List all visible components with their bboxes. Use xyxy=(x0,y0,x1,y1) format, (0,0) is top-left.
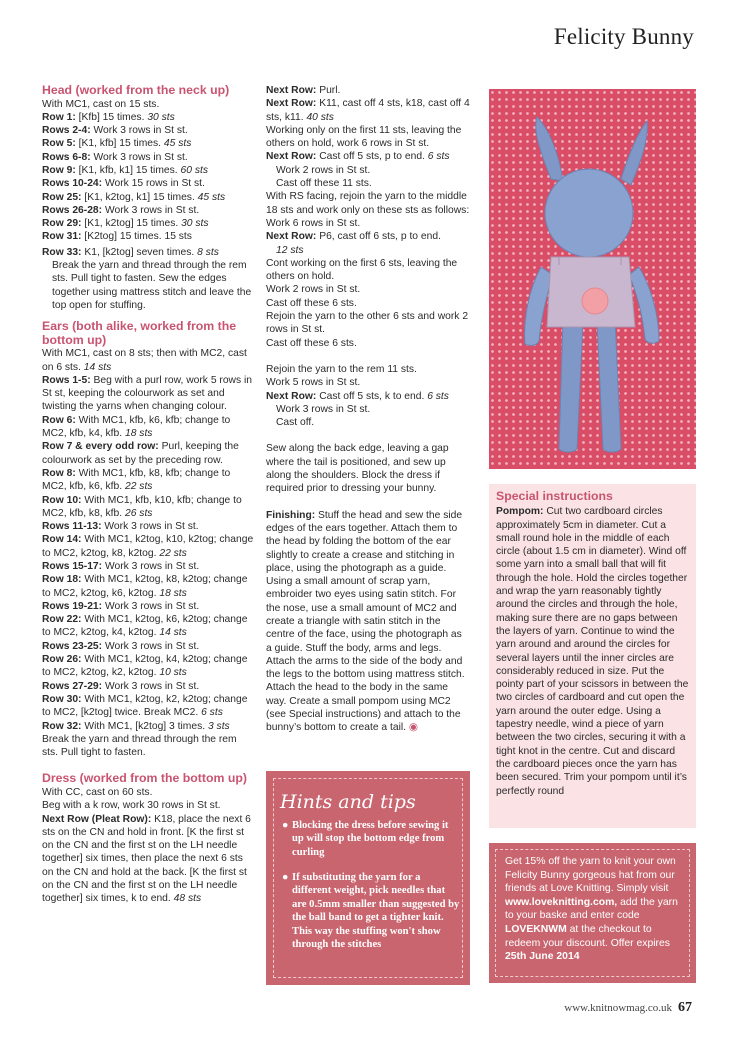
ears-pattern-line: Row 7 & every odd row: Purl, keeping the colourwork as set by the preceding row. xyxy=(42,441,239,466)
discount-code: LOVEKNWM xyxy=(505,923,567,935)
rejoin-11-text: Rejoin the yarn to the rem 11 sts. xyxy=(266,363,417,375)
next-row-4-count: 12 sts xyxy=(276,244,304,256)
finishing-text: Finishing: Stuff the head and sew the side edges of the ears together. Attach them to the head by folding the bottom of the ear slightly to create a crease and stitching in place, using the photograph as a guide. Using a small amount of scrap yarn, embroider two eyes using satin stitch. For the nose, use a small amount of MC2 and create a triangle with satin stitch in the centre of the face, using the photograph as a guide. Stuff the body, arms and legs. Attach the arms to the side of the body and the legs to the bottom using mattress stitch. Attach the head to the body in the same way. Create a small pompom using MC2 (see Special instructions) and attach to the bunny’s bottom to create a tail. ◉ xyxy=(266,509,465,734)
rs-facing-text: With RS facing, rejoin the yarn to the middle 18 sts and work only on these sts as follows: xyxy=(266,191,470,216)
head-pattern-line: Row 9: [K1, kfb, k1] 15 times. 60 sts xyxy=(42,164,208,176)
sew-text: Sew along the back edge, leaving a gap where the tail is positioned, and sew up along the shoulders. Block the dress if required prior to dressing your bunny. xyxy=(266,443,449,495)
ears-pattern-line: Row 22: With MC1, k2tog, k6, k2tog; change to MC2, k2tog, k4, k2tog. 14 sts xyxy=(42,614,248,639)
head-pattern-line: Row 29: [K1, k2tog] 15 times. 30 sts xyxy=(42,218,209,230)
ears-pattern-line: Row 10: With MC1, kfb, k10, kfb; change to MC2, kfb, k8, kfb. 26 sts xyxy=(42,494,242,519)
ears-pattern-line: Row 14: With MC1, k2tog, k10, k2tog; change to MC2, k2tog, k8, k2tog. 22 sts xyxy=(42,534,254,559)
working-text: Working only on the first 11 sts, leaving the others on hold, work 6 rows in St st. xyxy=(266,124,462,150)
head-pattern-line: Rows 6-8: Work 3 rows in St st. xyxy=(42,151,188,163)
cast-off-6-b: Cast off these 6 sts. xyxy=(266,337,357,349)
next-row-5: Next Row: Cast off 5 sts, k to end. 6 sts xyxy=(266,390,449,402)
next-row-3: Next Row: Cast off 5 sts, p to end. 6 sts xyxy=(266,151,450,163)
ears-pattern-line: Rows 15-17: Work 3 rows in St st. xyxy=(42,561,200,572)
bullet-icon: ● xyxy=(282,872,289,883)
cast-off-row: Next Row: K11, cast off 4 sts, k18, cast off 4 sts, k11. 40 sts xyxy=(266,98,470,123)
hints-title: Hints and tips xyxy=(280,791,416,813)
head xyxy=(545,169,633,257)
ears-pattern xyxy=(42,374,254,733)
offer-text: Get 15% off the yarn to knit your own Felicity Bunny gorgeous hat from our friends at Love Knitting. Simply visit www.loveknitting.com, add the yarn to your baske and enter code LOVEKNWM at the checkout to redeem your discount. Offer expires 25th June 2014 xyxy=(505,856,678,963)
ears-pattern-line: Row 30: With MC1, k2tog, k2, k2tog; change to MC2, [k2tog] twice. Break MC2. 6 sts xyxy=(42,693,248,719)
next-row-4: Next Row: P6, cast off 6 sts, p to end. xyxy=(266,231,441,243)
right-leg xyxy=(597,319,621,452)
ears-outro: Break the yarn and thread through the rem sts. Pull tight to fasten. xyxy=(42,733,237,759)
end-mark-icon: ◉ xyxy=(408,722,418,734)
offer-box xyxy=(489,843,696,983)
ears-pattern-line: Row 18: With MC1, k2tog, k8, k2tog; change to MC2, k2tog, k6, k2tog. 18 sts xyxy=(42,574,248,599)
bunny-photo xyxy=(489,89,696,469)
left-ear xyxy=(536,117,563,181)
row-continuation: Break the yarn and thread through the rem sts. Pull tight to fasten. Sew the edges together using mattress stitch and leave the top open for stuffing. xyxy=(52,260,252,311)
ears-pattern-line: Rows 27-29: Work 3 rows in St st. xyxy=(42,680,200,692)
hints-box xyxy=(266,771,470,985)
dress-line-2: Beg with a k row, work 30 rows in St st. xyxy=(42,800,221,812)
page-number: 67 xyxy=(678,1000,692,1015)
purl-row: Next Row: Purl. xyxy=(266,85,341,96)
ears-intro: With MC1, cast on 8 sts; then with MC2, cast on 6 sts. 14 sts xyxy=(42,348,247,373)
hint-1: ● Blocking the dress before sewing it up will stop the bottom edge from curling xyxy=(282,820,449,858)
head-heading: Head (worked from the neck up) xyxy=(42,83,230,97)
head-row-33 xyxy=(42,246,254,312)
cast-off-final: Cast off. xyxy=(276,417,315,429)
cast-off-11: Cast off these 11 sts. xyxy=(276,178,372,190)
page-footer xyxy=(564,1000,692,1016)
special-instructions-title: Special instructions xyxy=(496,489,613,503)
work-3-rows: Work 3 rows in St st. xyxy=(276,403,371,415)
head-pattern-line: Rows 26-28: Work 3 rows in St st. xyxy=(42,204,200,216)
cont-text: Cont working on the first 6 sts, leaving the others on hold. xyxy=(266,257,458,283)
ears-pattern-line: Rows 23-25: Work 3 rows in St st. xyxy=(42,640,200,652)
hint-2: ● If substituting the yarn for a different weight, pick needles that are 0.5mm smaller than suggested by the ball band to get a tighter knit. This way the stuffing won't show through the stitches xyxy=(282,872,460,951)
dress-pleat-row: Next Row (Pleat Row): K18, place the next 6 sts on the CN and hold in front. [K the first st on the CN and the first st on the LH needle together] six times, then place the next 6 sts on the CN and hold at the back. [K the first st on the CN and the first st on the LH needle together] six times, k to end. 48 sts xyxy=(42,813,251,905)
ears-heading: Ears (both alike, worked from the bottom up) xyxy=(42,319,237,347)
ears-pattern-line: Row 8: With MC1, kfb, k8, kfb; change to MC2, kfb, k6, kfb. 22 sts xyxy=(42,467,231,493)
work-5-rows: Work 5 rows in St st. xyxy=(266,377,361,389)
offer-url[interactable]: www.loveknitting.com, xyxy=(505,896,618,908)
knitted-bunny-illustration xyxy=(489,89,696,469)
work-2-rows-b: Work 2 rows in St st. xyxy=(266,284,361,296)
right-ear xyxy=(621,121,647,185)
ears-pattern-line: Row 26: With MC1, k2tog, k4, k2tog; change to MC2, k2tog, k2, k2tog. 10 sts xyxy=(42,654,248,679)
left-leg xyxy=(559,319,583,452)
ears-pattern-line: Rows 1-5: Beg with a purl row, work 5 rows in St st, keeping the colourwork as set and twisting the yarns when changing colour. xyxy=(42,374,253,413)
row-text: K1, [k2tog] seven times. xyxy=(81,246,198,258)
column-middle xyxy=(266,84,470,735)
special-instructions-box xyxy=(489,484,696,828)
dress-line-1: With CC, cast on 60 sts. xyxy=(42,786,153,798)
head-pattern-line: Row 31: [K2tog] 15 times. 15 sts xyxy=(42,231,192,243)
cast-off-6: Cast off these 6 sts. xyxy=(266,297,357,309)
head-pattern xyxy=(42,98,254,244)
head-pattern-line: With MC1, cast on 15 sts. xyxy=(42,98,160,110)
work-6-rows: Work 6 rows in St st. xyxy=(266,217,361,229)
head-pattern-line: Row 25: [K1, k2tog, k1] 15 times. 45 sts xyxy=(42,191,226,203)
dress-heading: Dress (worked from the bottom up) xyxy=(42,771,247,786)
ears-pattern-line: Rows 19-21: Work 3 rows in St st. xyxy=(42,600,200,612)
head-pattern-line: Row 1: [Kfb] 15 times. 30 sts xyxy=(42,111,175,123)
column-left xyxy=(42,84,254,906)
work-2-rows: Work 2 rows in St st. xyxy=(276,164,371,176)
ears-pattern-line: Row 6: With MC1, kfb, k6, kfb; change to MC2, kfb, k4, kfb. 18 sts xyxy=(42,414,231,440)
ears-pattern-line: Row 32: With MC1, [k2tog] 3 times. 3 sts xyxy=(42,720,230,732)
head-pattern-line: Rows 2-4: Work 3 rows in St st. xyxy=(42,125,188,137)
footer-site: www.knitnowmag.co.uk xyxy=(564,1002,672,1014)
head-pattern-line: Row 5: [K1, kfb] 15 times. 45 sts xyxy=(42,138,192,150)
rejoin-text: Rejoin the yarn to the other 6 sts and work 2 rows in St st. xyxy=(266,311,469,336)
bullet-icon: ● xyxy=(282,820,289,831)
page-title: Felicity Bunny xyxy=(553,24,694,49)
ears-pattern-line: Rows 11-13: Work 3 rows in St st. xyxy=(42,521,199,533)
head-pattern-line: Rows 10-24: Work 15 rows in St st. xyxy=(42,178,205,190)
row-label: Row 33: xyxy=(42,246,82,258)
row-count: 8 sts xyxy=(197,246,219,258)
pompom-instructions: Pompom: Cut two cardboard circles approximately 5cm in diameter. Cut a small round hole in the middle of each circle (about 1.5 cm in diameter). Wind off some yarn into a small ball that will fit through the hole. Hold the circles together and wrap the yarn reasonably tightly around the circles and through the hole, making sure there are no gaps between the layers of yarn. Continue to wind the yarn around and around the circles for several layers until the inner circles are considerably reduced in size. Put the pointy part of your scissors in between the two circles of cardboard and cut open the yarn around the outer edge. Using a tapestry needle, wind a piece of yarn between the two circles, securing it with a tight knot in the centre. Cut and discard the cardboard pieces once the yarn has been secured. Trim your pompom until it’s perfectly round xyxy=(496,506,689,797)
pompom-tail xyxy=(582,288,608,314)
expiry-date: 25th June 2014 xyxy=(505,951,580,963)
